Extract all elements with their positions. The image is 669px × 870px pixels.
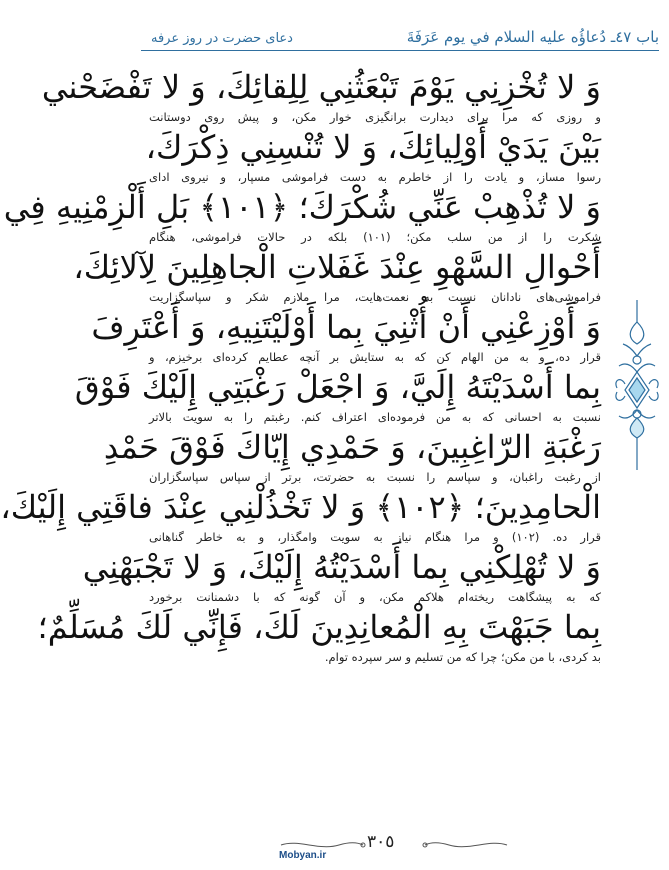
page-number: ٣٠٥ bbox=[367, 832, 395, 852]
page-footer bbox=[129, 828, 669, 868]
arabic-line: وَ أَوْزِعْنِي أَنْ أُثْنِيَ بِما أَوْلَيْتَنِيهِ، وَ أَعْتَرِفَ bbox=[91, 308, 601, 346]
brand-watermark[interactable]: Mobyan.ir bbox=[279, 850, 327, 861]
arabic-line: وَ لا تُهْلِكْنِي بِما أَسْدَيْتُهُ إِلَيْكَ، وَ لا تَجْبَهْنِي bbox=[82, 548, 601, 586]
persian-translation-line: نسبت به احسانی كه به من فرموده‌ای اعتراف كنم. رغبتم را به سويت بالاتر bbox=[149, 410, 601, 424]
chapter-title: باب ٤٧ـ دُعاؤُه عليه السلام في يوم عَرَفَةَ bbox=[406, 28, 659, 46]
verse-pair bbox=[103, 426, 601, 486]
verse-pair bbox=[82, 546, 601, 606]
verse-pair bbox=[145, 126, 601, 186]
verse-pair bbox=[74, 366, 601, 426]
verse-pair bbox=[73, 246, 601, 306]
persian-translation-line: شكرت را از من سلب مكن؛ (١٠١) بلكه در حالات فراموشی، هنگام bbox=[149, 230, 601, 244]
section-subtitle: دعای حضرت در روز عرفه bbox=[151, 31, 293, 46]
verse-pair bbox=[0, 486, 601, 546]
verse-pair bbox=[91, 306, 601, 366]
verse-pair bbox=[3, 186, 601, 246]
arabic-line: الْحامِدِينَ؛ ﴿١٠٢﴾ وَ لا تَخْذُلْنِي عِنْدَ فاقَتِي إِلَيْكَ، bbox=[0, 488, 601, 526]
arabic-line: رَغْبَةِ الرّاغِبِينَ، وَ حَمْدِي إِيّاكَ فَوْقَ حَمْدِ bbox=[103, 428, 601, 466]
verse-pair bbox=[37, 606, 601, 666]
arabic-line: أَحْوالِ السَّهْوِ عِنْدَ غَفَلاتِ الْجاهِلِينَ لِآلائِكَ، bbox=[73, 248, 601, 286]
page-header bbox=[151, 20, 659, 46]
arabic-line: بِما جَبَهْتَ بِهِ الْمُعانِدِينَ لَكَ، فَإِنِّي لَكَ مُسَلِّمٌ؛ bbox=[37, 608, 601, 646]
persian-translation-line: قرار ده، و به من الهام كن كه به ستايش بر آنچه عطايم كرده‌ای برخيزم، و bbox=[149, 350, 601, 364]
arabic-line: وَ لا تُخْزِنِي يَوْمَ تَبْعَثُنِي لِلِقائِكَ، وَ لا تَفْضَحْني bbox=[41, 68, 601, 106]
arabic-line: بِما أَسْدَيْتَهُ إِلَيَّ، وَ اجْعَلْ رَغْبَتِي إِلَيْكَ فَوْقَ bbox=[74, 368, 601, 406]
decorative-ornament-icon bbox=[609, 300, 665, 470]
persian-translation-line: رسوا مساز، و يادت را از خاطرم به دست فراموشی مسپار، و نيروی ادای bbox=[149, 170, 601, 184]
persian-translation-line: بد كردی، با من مكن؛ چرا كه من تسليم و سر سپرده توام. bbox=[324, 650, 601, 664]
persian-translation-line: كه به پيشگاهت ريخته‌ام هلاكم مكن، و آن گونه كه با دشمنانت برخورد bbox=[149, 590, 601, 604]
header-divider bbox=[141, 50, 659, 51]
persian-translation-line: از رغبت راغبان، و سپاسم را نسبت به حضرتت، برتر از سپاس سپاسگزاران bbox=[149, 470, 601, 484]
persian-translation-line: قرار ده. (١٠٢) و مرا هنگام نياز به سويت وامگذار، و به خاطر گناهانی bbox=[149, 530, 601, 544]
arabic-line: بَيْنَ يَدَيْ أَوْلِيائِكَ، وَ لا تُنْسِنِي ذِكْرَكَ، bbox=[145, 128, 601, 166]
text-body bbox=[0, 66, 601, 666]
persian-translation-line: فراموشی‌های نادانان نسبت به نعمت‌هايت، مرا ملازم شكر و سپاسگزاريت bbox=[149, 290, 601, 304]
verse-pair bbox=[41, 66, 601, 126]
persian-translation-line: و روزی كه مرا برای ديدارت برانگيزی خوار مكن، و پيش روی دوستانت bbox=[149, 110, 601, 124]
arabic-line: وَ لا تُذْهِبْ عَنِّي شُكْرَكَ؛ ﴿١٠١﴾ بَلِ أَلْزِمْنِيهِ فِي bbox=[3, 188, 601, 226]
